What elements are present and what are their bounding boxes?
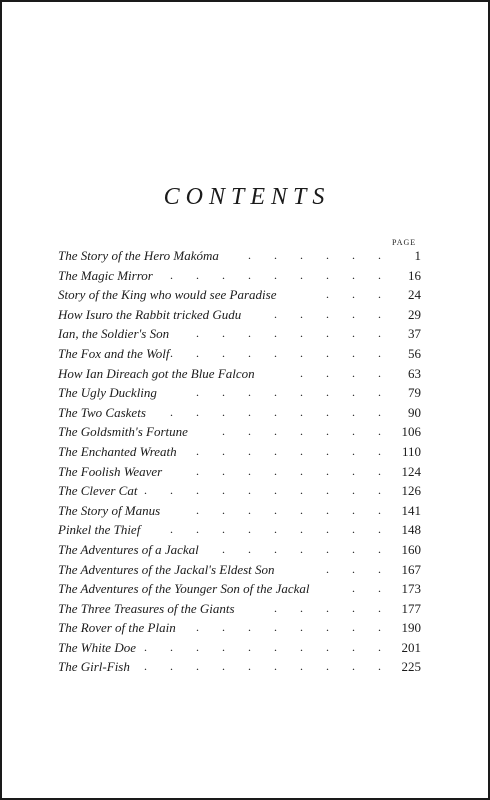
- toc-entry: [58, 422, 421, 442]
- dot-leader: . . .: [326, 561, 391, 576]
- dot-leader: . . . . . . . . . .: [144, 659, 391, 674]
- toc-entry: [58, 560, 421, 580]
- toc-entry: [58, 638, 421, 658]
- toc-entry-page-number: 190: [401, 620, 421, 636]
- dot-leader: . . . . .: [274, 306, 391, 321]
- dot-leader: . . . . . . . . .: [170, 404, 391, 419]
- toc-entry-page-number: 201: [401, 639, 421, 655]
- toc-entry: [58, 285, 421, 305]
- toc-entry-page-number: 37: [408, 326, 421, 342]
- toc-entry-page-number: 56: [408, 345, 421, 361]
- toc-entry-page-number: 29: [408, 306, 421, 322]
- toc-entry-page-number: 110: [401, 443, 421, 459]
- toc-entry-title: The Magic Mirror: [58, 267, 153, 283]
- toc-entry: [58, 520, 421, 540]
- dot-leader: . . . . . . .: [222, 424, 391, 439]
- table-of-contents: [58, 246, 421, 677]
- toc-entry-title: The Rover of the Plain: [58, 620, 176, 636]
- dot-leader: . . . . . . .: [222, 541, 391, 556]
- toc-entry-title: The Three Treasures of the Giants: [58, 600, 235, 616]
- toc-entry-title: Ian, the Soldier's Son: [58, 326, 170, 342]
- dot-leader: . . . . . . . . .: [170, 267, 391, 282]
- dot-leader: . . . . . . . . .: [170, 345, 391, 360]
- dot-leader: . . . . . . . .: [196, 326, 391, 341]
- toc-entry-title: The Adventures of the Jackal's Eldest Son: [58, 561, 275, 577]
- toc-entry-page-number: 63: [408, 365, 421, 381]
- dot-leader: . . .: [326, 287, 391, 302]
- dot-leader: . . . . . . . .: [196, 620, 391, 635]
- toc-entry-title: The Fox and the Wolf: [58, 345, 170, 361]
- toc-entry-page-number: 225: [401, 659, 421, 675]
- toc-entry-title: Pinkel the Thief: [58, 522, 141, 538]
- toc-entry-title: Story of the King who would see Paradise: [58, 287, 277, 303]
- toc-entry: [58, 657, 421, 677]
- toc-entry-page-number: 124: [401, 463, 421, 479]
- toc-entry-title: The Girl-Fish: [58, 659, 130, 675]
- dot-leader: . .: [352, 581, 391, 596]
- toc-entry-page-number: 160: [401, 541, 421, 557]
- dot-leader: . . . . . . . .: [196, 502, 391, 517]
- toc-entry: [58, 599, 421, 619]
- page-column-label: PAGE: [392, 238, 417, 247]
- toc-entry-title: The Story of Manus: [58, 502, 161, 518]
- toc-entry-title: The White Doe: [58, 639, 136, 655]
- toc-entry: [58, 540, 421, 560]
- toc-entry-title: How Ian Direach got the Blue Falcon: [58, 365, 255, 381]
- contents-heading: CONTENTS: [163, 184, 331, 210]
- toc-entry-page-number: 16: [408, 267, 421, 283]
- toc-entry-title: The Ugly Duckling: [58, 385, 157, 401]
- toc-entry-title: How Isuro the Rabbit tricked Gudu: [58, 306, 242, 322]
- toc-entry-page-number: 24: [408, 287, 421, 303]
- toc-entry-page-number: 148: [401, 522, 421, 538]
- dot-leader: . . . . . . . .: [196, 463, 391, 478]
- toc-entry-page-number: 173: [401, 581, 421, 597]
- toc-entry-page-number: 1: [414, 248, 421, 263]
- toc-entry: [58, 501, 421, 521]
- toc-entry: [58, 383, 421, 403]
- dot-leader: . . . .: [300, 365, 391, 380]
- dot-leader: . . . . . .: [248, 248, 391, 262]
- dot-leader: . . . . . . . . .: [170, 522, 391, 537]
- dot-leader: . . . . .: [274, 600, 391, 615]
- dot-leader: . . . . . . . . . .: [144, 639, 391, 654]
- toc-entry-page-number: 126: [401, 483, 421, 499]
- toc-entry-title: The Adventures of the Younger Son of the Jackal: [58, 581, 310, 597]
- toc-entry: [58, 579, 421, 599]
- toc-entry: [58, 442, 421, 462]
- toc-entry-page-number: 90: [408, 404, 421, 420]
- toc-entry: [58, 324, 421, 344]
- toc-entry: [58, 305, 421, 325]
- toc-entry-page-number: 167: [401, 561, 421, 577]
- toc-entry: [58, 344, 421, 364]
- toc-entry-title: The Clever Cat: [58, 483, 138, 499]
- toc-entry-title: The Goldsmith's Fortune: [58, 424, 188, 440]
- toc-entry-page-number: 177: [401, 600, 421, 616]
- toc-entry: [58, 403, 421, 423]
- toc-entry-title: The Enchanted Wreath: [58, 443, 177, 459]
- toc-entry: [58, 246, 421, 266]
- toc-entry-title: The Foolish Weaver: [58, 463, 163, 479]
- toc-entry: [58, 462, 421, 482]
- dot-leader: . . . . . . . .: [196, 385, 391, 400]
- toc-entry-page-number: 79: [408, 385, 421, 401]
- toc-entry-title: The Adventures of a Jackal: [58, 541, 199, 557]
- toc-entry-title: The Two Caskets: [58, 404, 146, 420]
- toc-entry-page-number: 106: [401, 424, 421, 440]
- dot-leader: . . . . . . . .: [196, 443, 391, 458]
- toc-entry-title: The Story of the Hero Makóma: [58, 248, 219, 263]
- dot-leader: . . . . . . . . . .: [144, 483, 391, 498]
- toc-entry: [58, 618, 421, 638]
- toc-entry: [58, 266, 421, 286]
- toc-entry: [58, 364, 421, 384]
- toc-entry-page-number: 141: [401, 502, 421, 518]
- toc-entry: [58, 481, 421, 501]
